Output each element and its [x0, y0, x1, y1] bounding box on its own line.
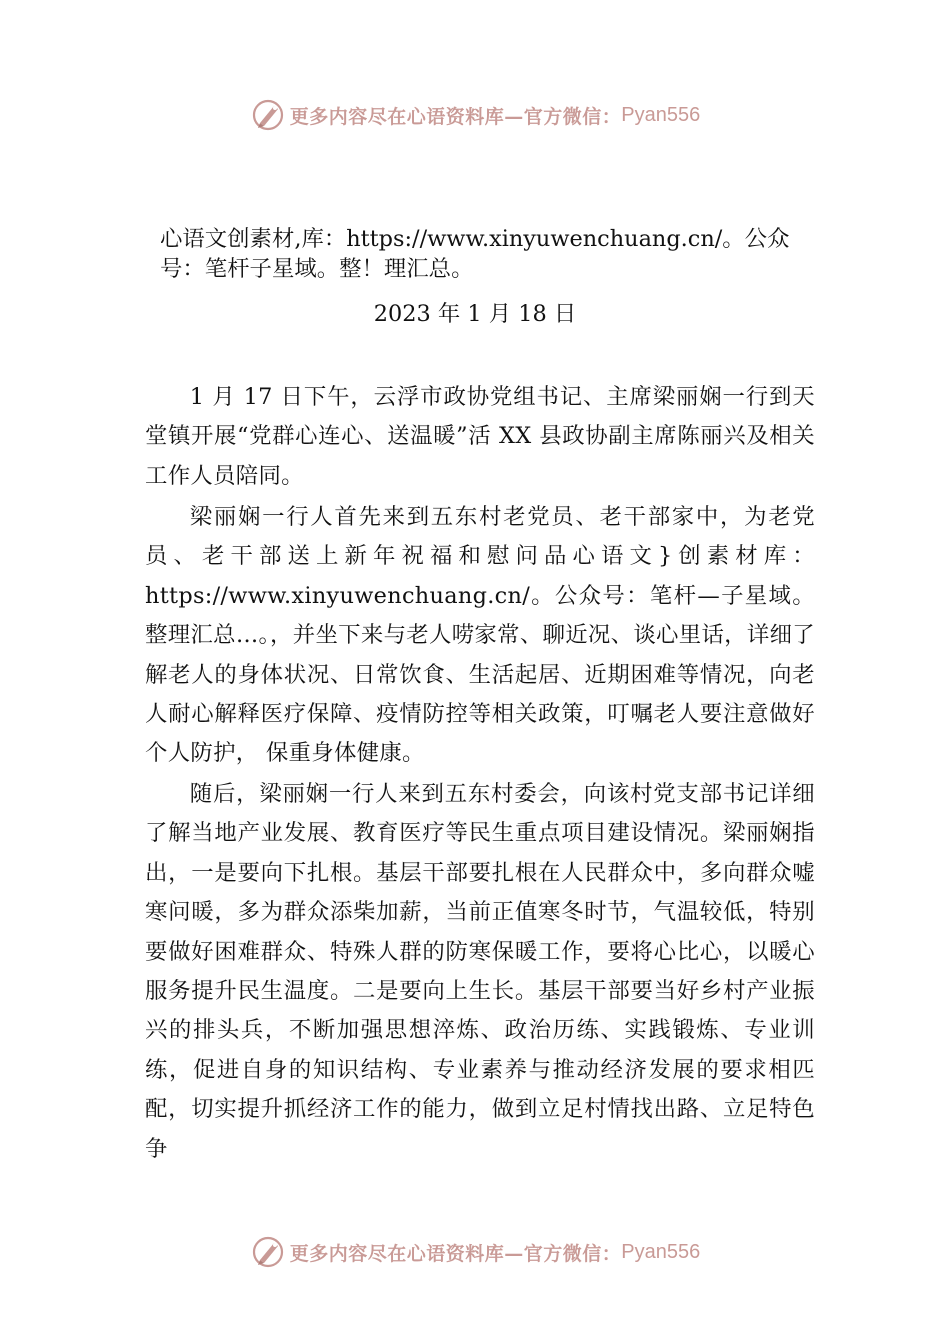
intro-line: 心语文创素材,库：https://www.xinyuwenchuang.cn/。公众号：笔杆子星域。整！理汇总。	[160, 226, 790, 282]
banner-text: 更多内容尽在心语资料库—官方微信：	[289, 105, 622, 128]
footer-watermark-banner	[0, 1232, 950, 1272]
paragraph: 梁丽娴一行人首先来到五东村老党员、老干部家中，为老党员、老干部送上新年祝福和慰问品心语文}创素材库：https://www.xinyuwenchuang.cn/。公众号：笔杆—子星域。整理汇总…。，并坐下来与老人唠家常、聊近况、谈心里话，详细了解老人的身体状况、日常饮食、生活起居、近期困难等情况，向老人耐心解释医疗保障、疫情防控等相关政策，叮嘱老人要注意做好个人防护， 保重身体健康。	[145, 504, 815, 767]
document-date: 2023 年 1 月 18 日	[373, 301, 577, 327]
pen-logo-icon	[250, 97, 286, 133]
paragraph: 1 月 17 日下午，云浮市政协党组书记、主席梁丽娴一行到天堂镇开展“党群心连心、送温暖”活 XX 县政协副主席陈丽兴及相关工作人员陪同。	[145, 384, 815, 489]
paragraph: 随后，梁丽娴一行人来到五东村委会，向该村党支部书记详细了解当地产业发展、教育医疗等民生重点项目建设情况。梁丽娴指出，一是要向下扎根。基层干部要扎根在人民群众中，多向群众嘘寒问暖，多为群众添柴加薪，当前正值寒冬时节，气温较低，特别要做好困难群众、特殊人群的防寒保暖工作，要将心比心，以暖心服务提升民生温度。二是要向上生长。基层干部要当好乡村产业振兴的排头兵，不断加强思想淬炼、政治历练、实践锻炼、专业训练，促进自身的知识结构、专业素养与推动经济发展的要求相匹配，切实提升抓经济工作的能力，做到立足村情找出路、立足特色争	[145, 781, 815, 1162]
banner-text: 更多内容尽在心语资料库—官方微信：	[289, 1242, 622, 1265]
header-watermark-banner	[0, 95, 950, 135]
pen-logo-icon	[250, 1234, 286, 1270]
banner-wechat-id: Pyan556	[621, 1240, 701, 1263]
banner-wechat-id: Pyan556	[621, 103, 701, 126]
